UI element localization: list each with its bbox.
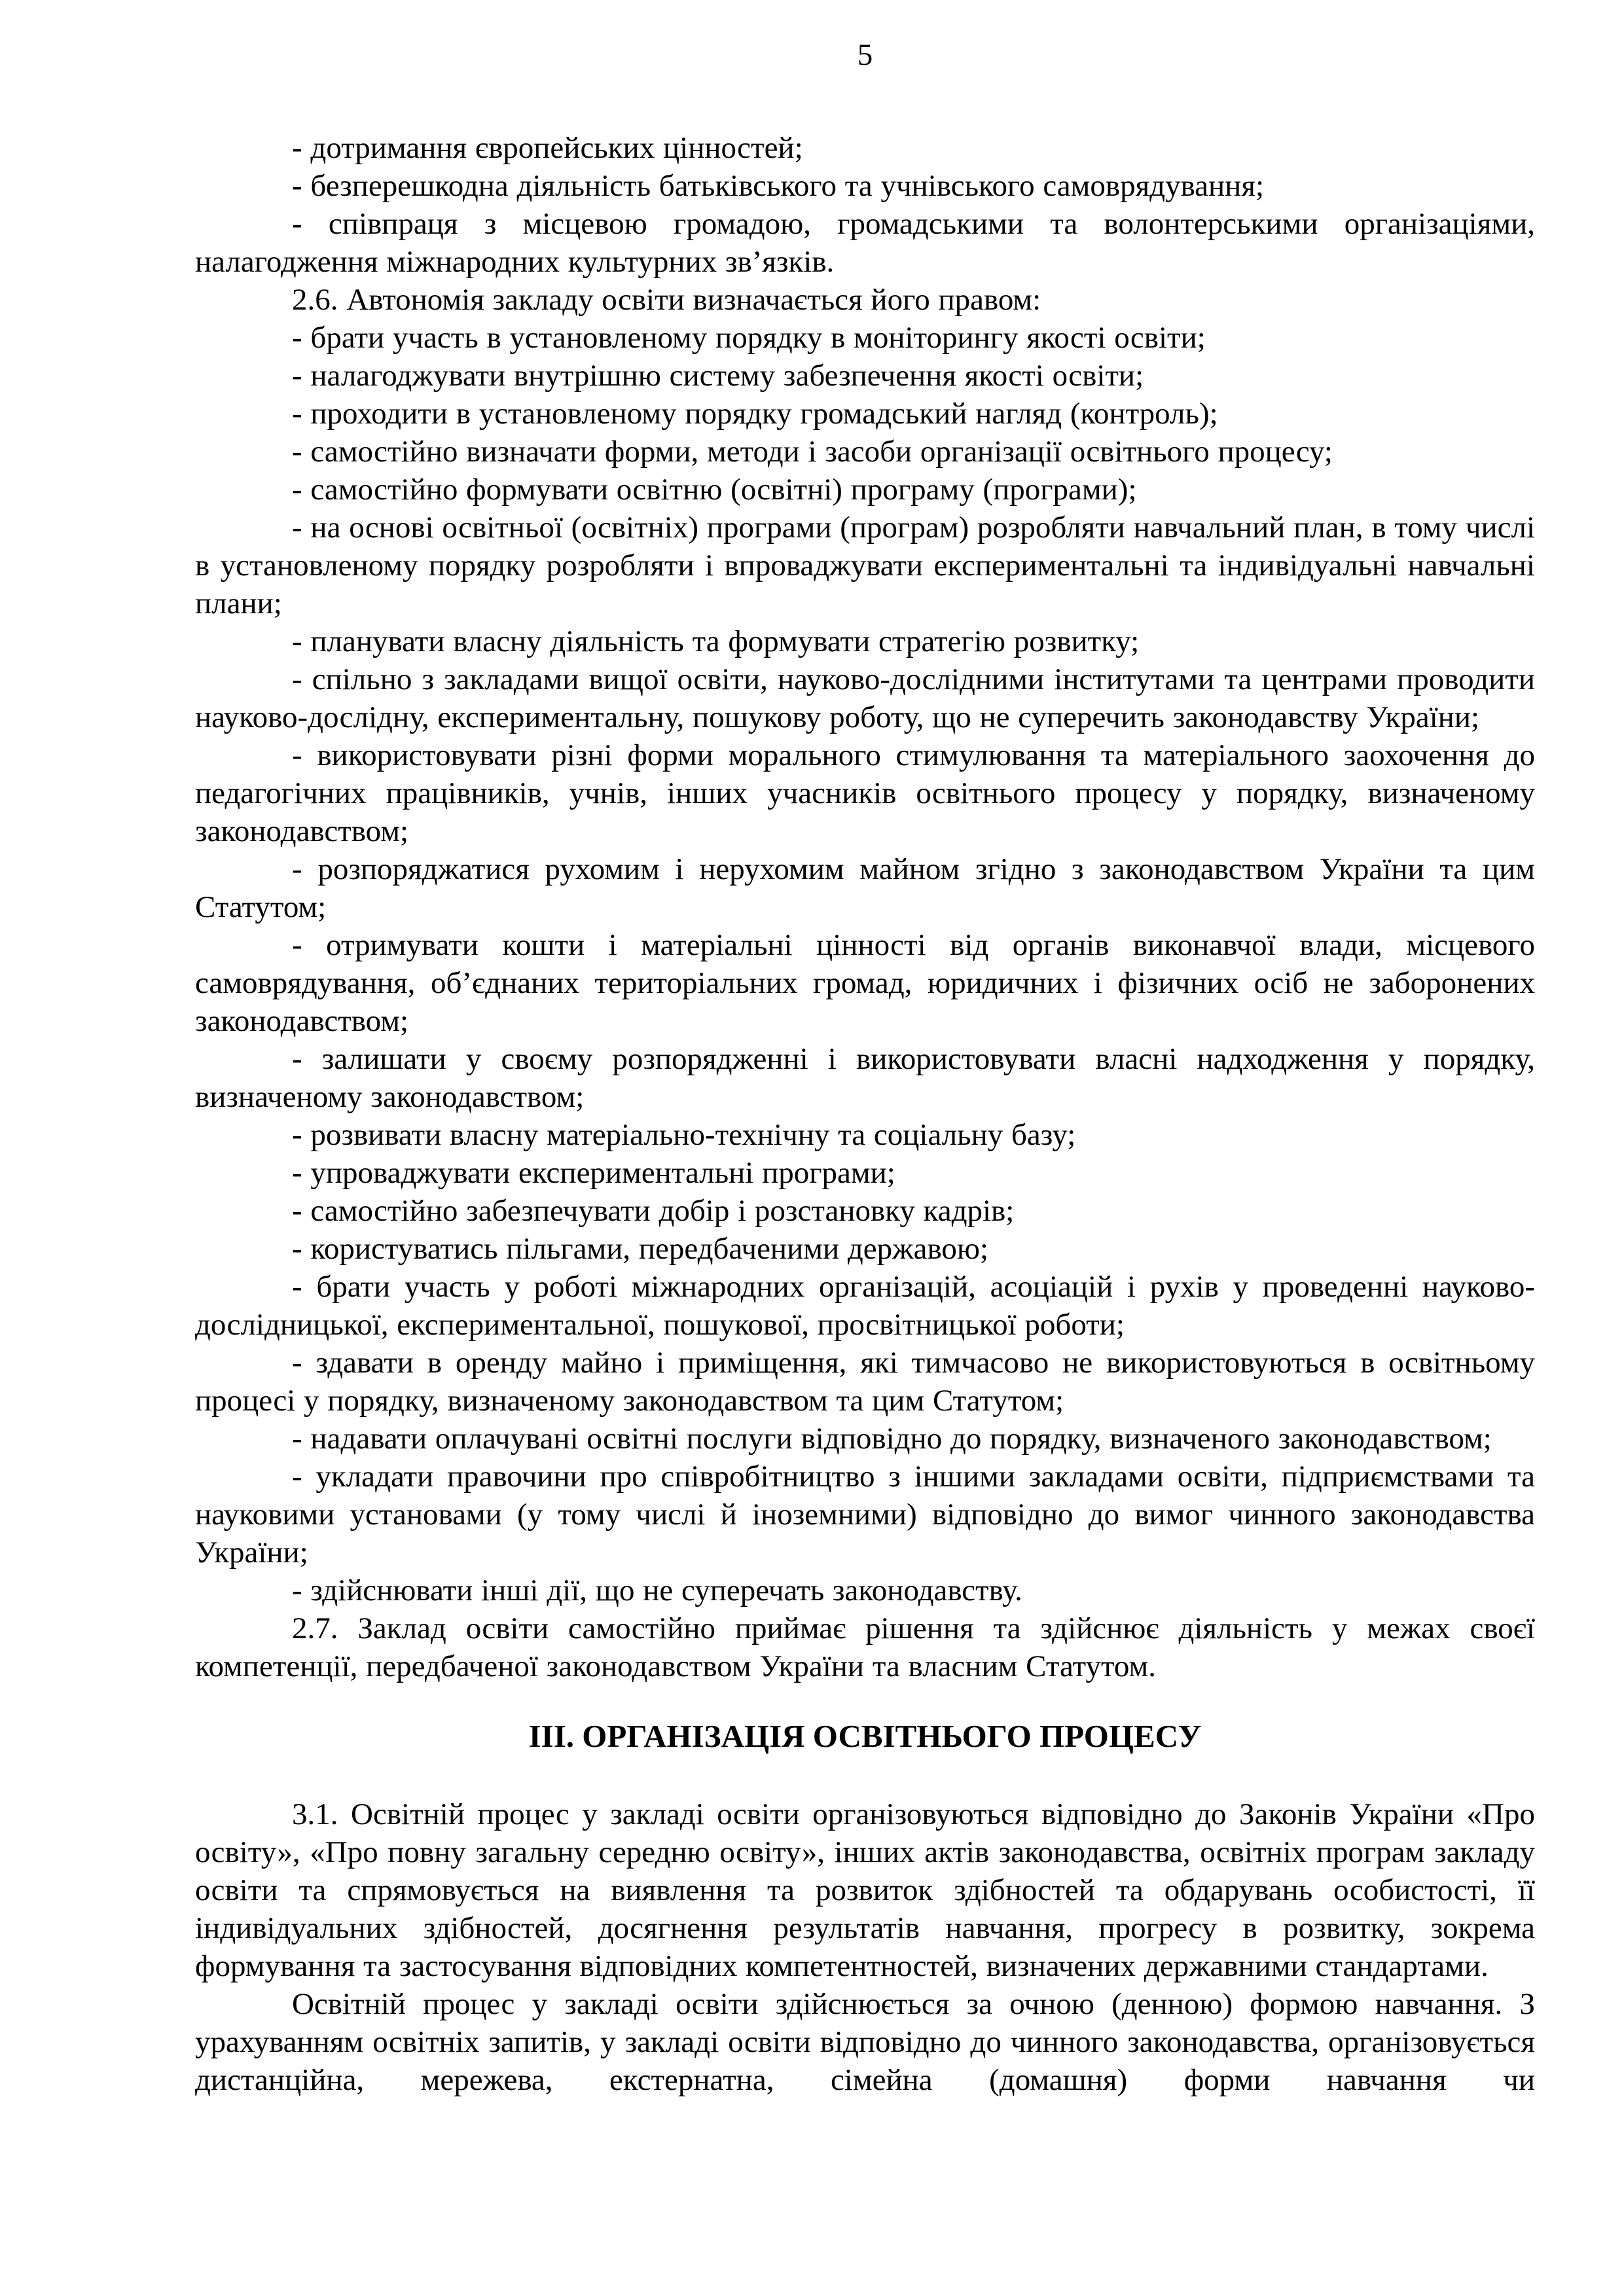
paragraph: - здійснювати інші дії, що не суперечать законодавству.	[292, 1573, 1022, 1607]
paragraph: - упроваджувати експериментальні програми;	[292, 1156, 895, 1190]
paragraph: 2.7. Заклад освіти самостійно приймає рішення та здійснює діяльність у межах своєї компетенції, передбаченої законодавством України та власним Статутом.	[195, 1611, 1535, 1683]
paragraph: Освітній процес у закладі освіти здійснюється за очною (денною) формою навчання. З урахуванням освітніх запитів, у закладі освіти відповідно до чинного законодавства, організовується дистанційна, мережева, екстернатна, сімейна (домашня) форми навчання чи	[195, 1987, 1535, 2097]
paragraph: 3.1. Освітній процес у закладі освіти організовуються відповідно до Законів України «Про освіту», «Про повну загальну середню освіту», інших актів законодавства, освітніх програм закладу освіти та спрямовується на виявлення та розвиток здібностей та обдарувань особистості, її індивідуальних здібностей, досягнення результатів навчання, прогресу в розвитку, зокрема формування та застосування відповідних компетентностей, визначених державними стандартами.	[195, 1797, 1535, 1983]
paragraph: - самостійно визначати форми, методи і засоби організації освітнього процесу;	[292, 435, 1333, 469]
paragraph: - на основі освітньої (освітніх) програми (програм) розробляти навчальний план, в тому числі в установленому порядку розробляти і впроваджувати експериментальні та індивідуальні навчальні плани;	[195, 511, 1535, 620]
paragraph: - надавати оплачувані освітні послуги відповідно до порядку, визначеного законодавством;	[292, 1422, 1492, 1456]
paragraph: - співпраця з місцевою громадою, громадськими та волонтерськими організаціями, налагодження міжнародних культурних зв’язків.	[195, 207, 1535, 279]
paragraph: - користуватись пільгами, передбаченими державою;	[292, 1232, 989, 1266]
paragraph: - самостійно забезпечувати добір і розстановку кадрів;	[292, 1194, 1015, 1228]
paragraph: 2.6. Автономія закладу освіти визначається його правом:	[292, 283, 1041, 317]
paragraph: - брати участь в установленому порядку в моніторингу якості освіти;	[292, 321, 1206, 355]
document-body	[195, 129, 1535, 2099]
paragraph: - розвивати власну матеріально-технічну та соціальну базу;	[292, 1118, 1076, 1152]
paragraph: - розпоряджатися рухомим і нерухомим майном згідно з законодавством України та цим Статутом;	[195, 852, 1535, 924]
paragraph: - планувати власну діяльність та формувати стратегію розвитку;	[292, 624, 1140, 658]
paragraph: - використовувати різні форми морального стимулювання та матеріального заохочення до педагогічних працівників, учнів, інших учасників освітнього процесу у порядку, визначеному законодавством;	[195, 738, 1535, 848]
paragraph: - укладати правочини про співробітництво з іншими закладами освіти, підприємствами та науковими установами (у тому числі й іноземними) відповідно до вимог чинного законодавства України;	[195, 1460, 1535, 1570]
paragraph: - спільно з закладами вищої освіти, науково-дослідними інститутами та центрами проводити науково-дослідну, експериментальну, пошукову роботу, що не суперечить законодавству України;	[195, 662, 1535, 734]
paragraph: - отримувати кошти і матеріальні цінності від органів виконавчої влади, місцевого самоврядування, об’єднаних територіальних громад, юридичних і фізичних осіб не заборонених законодавством;	[195, 928, 1535, 1038]
paragraph: - здавати в оренду майно і приміщення, які тимчасово не використовуються в освітньому процесі у порядку, визначеному законодавством та цим Статутом;	[195, 1346, 1535, 1418]
paragraph: - безперешкодна діяльність батьківського та учнівського самоврядування;	[292, 169, 1265, 203]
section-heading: ІІІ. ОРГАНІЗАЦІЯ ОСВІТНЬОГО ПРОЦЕСУ	[528, 1718, 1202, 1754]
page-number: 5	[857, 38, 873, 72]
paragraph: - брати участь у роботі міжнародних організацій, асоціацій і рухів у проведенні науково-дослідницької, експериментальної, пошукової, просвітницької роботи;	[195, 1270, 1535, 1342]
paragraph: - залишати у своєму розпорядженні і використовувати власні надходження у порядку, визначеному законодавством;	[195, 1042, 1535, 1114]
paragraph: - проходити в установленому порядку громадський нагляд (контроль);	[292, 397, 1218, 431]
paragraph: - налагоджувати внутрішню систему забезпечення якості освіти;	[292, 359, 1144, 393]
paragraph: - самостійно формувати освітню (освітні) програму (програми);	[292, 473, 1137, 507]
paragraph: - дотримання європейських цінностей;	[292, 131, 803, 165]
